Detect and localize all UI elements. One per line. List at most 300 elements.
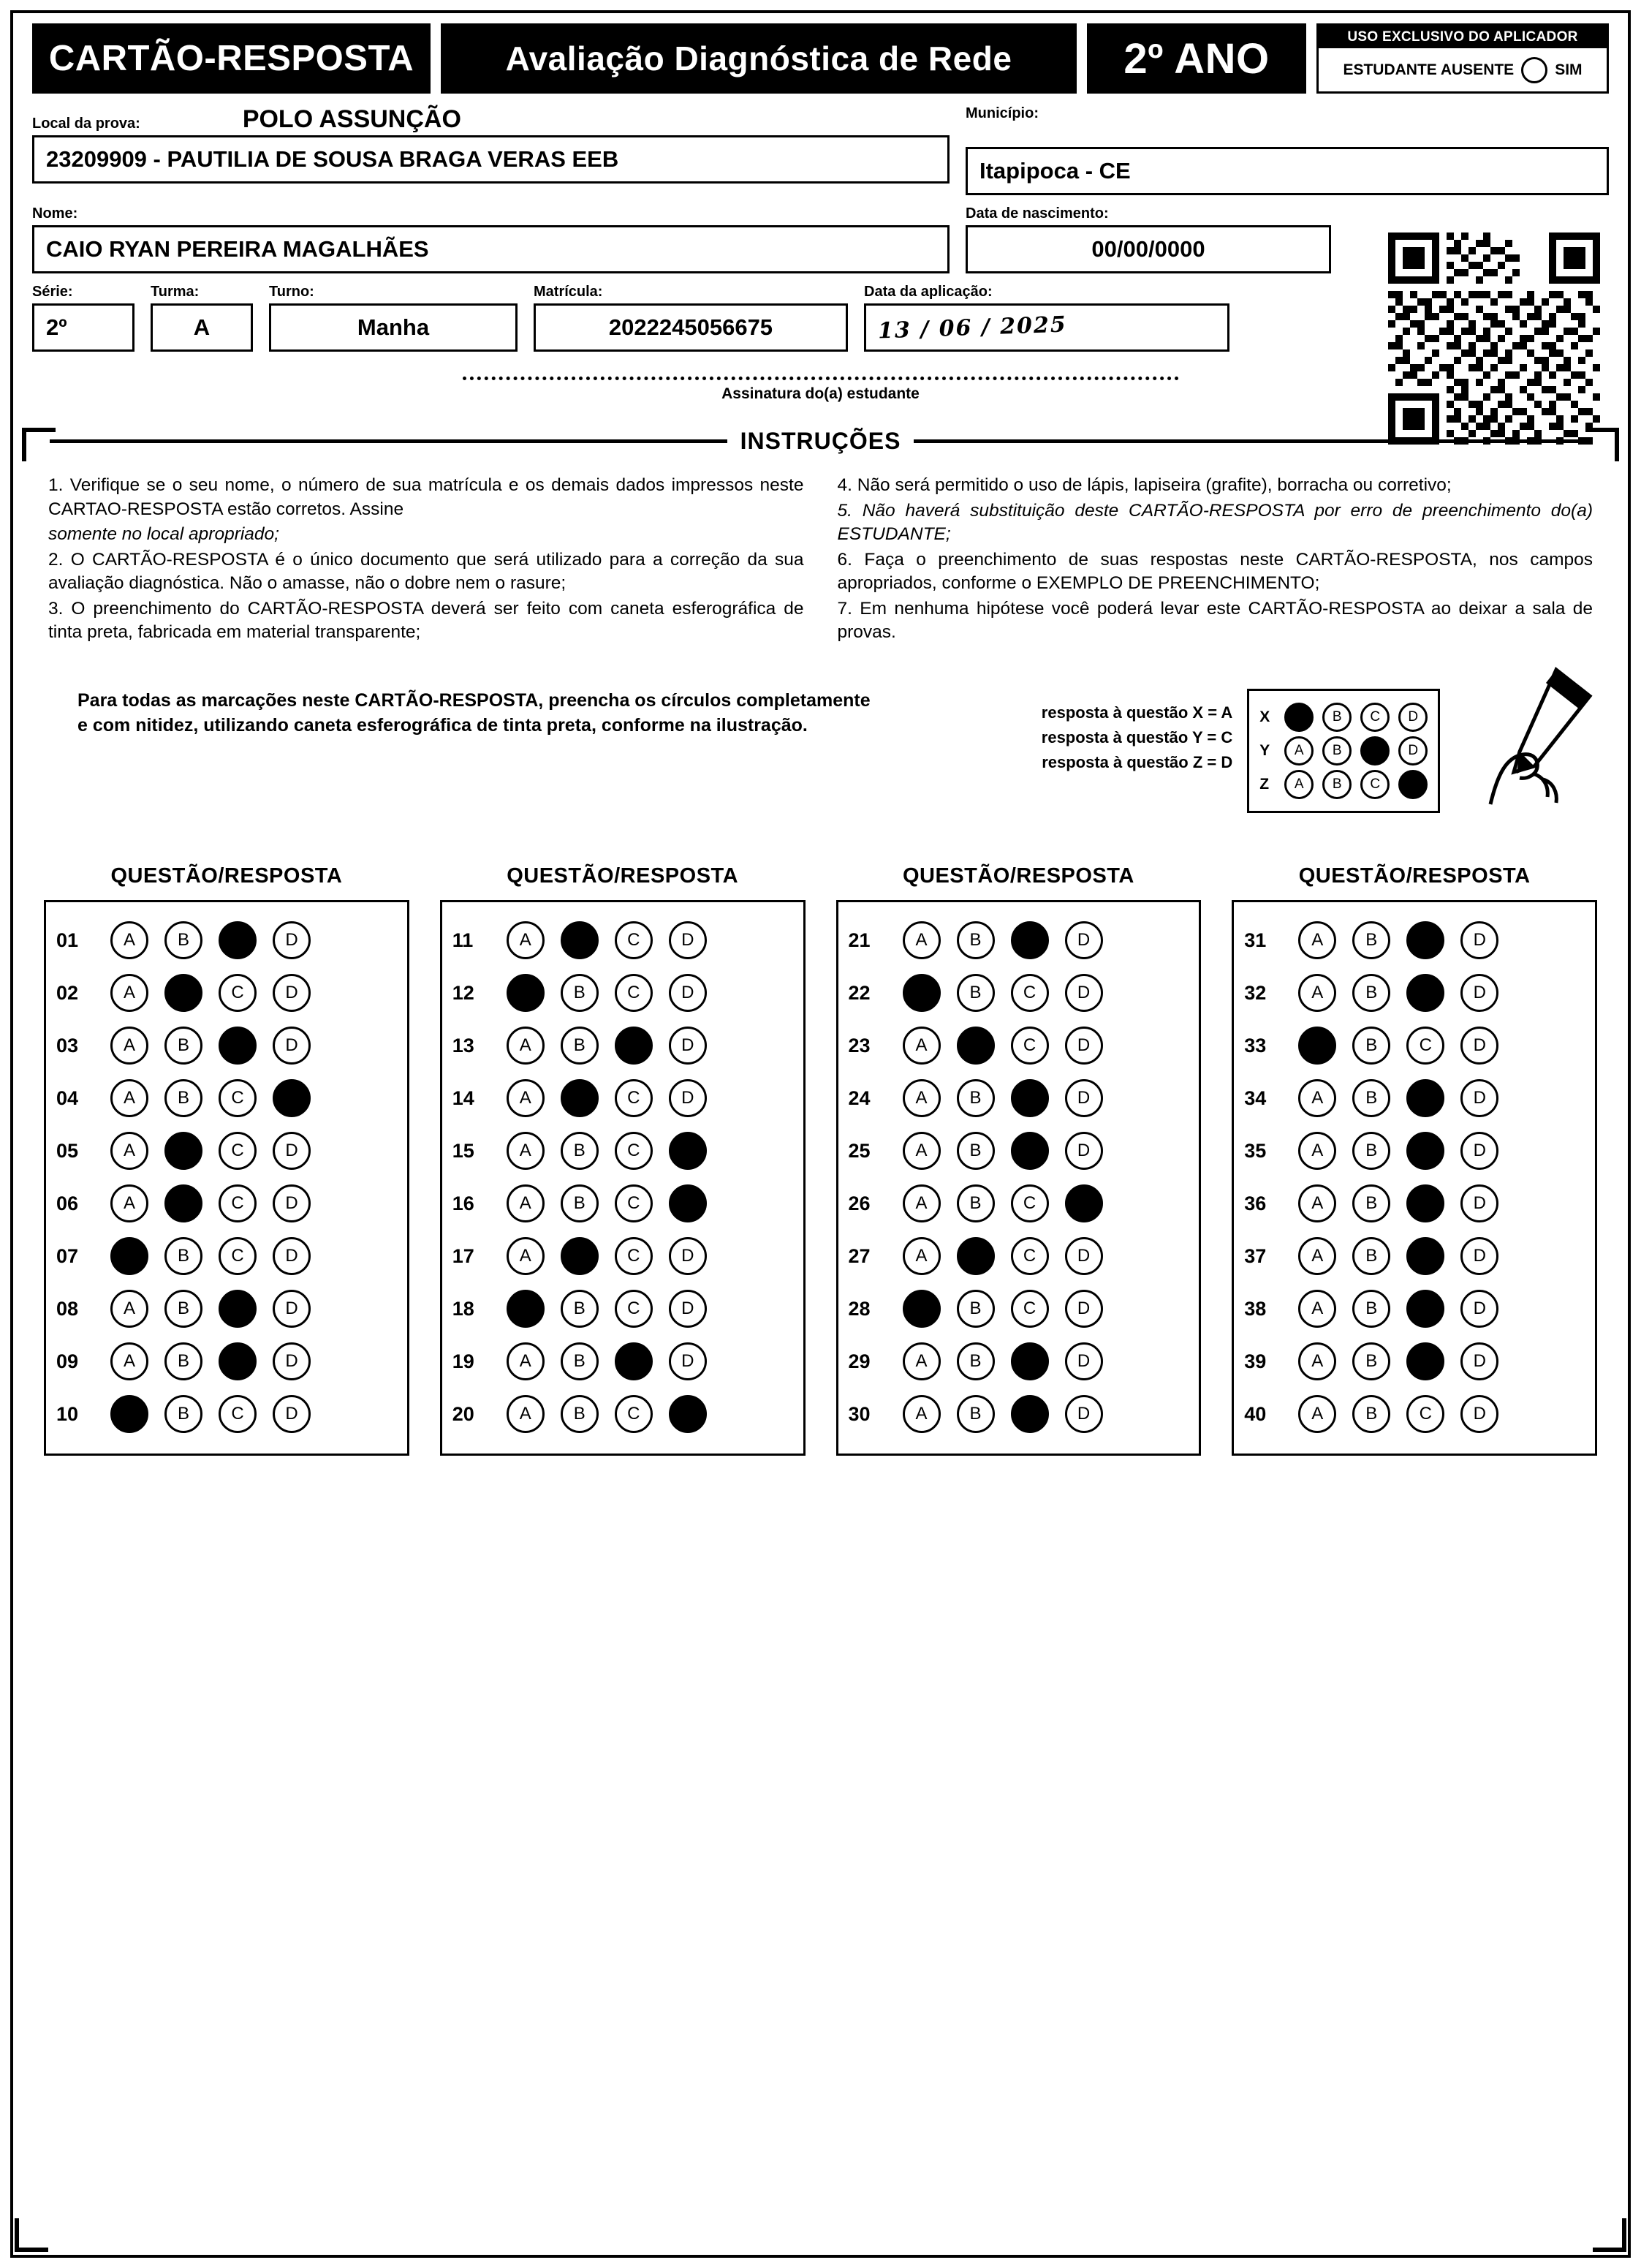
bubble-d[interactable]: D	[1065, 1290, 1103, 1328]
question-number: 06	[56, 1192, 79, 1214]
rule-right	[914, 439, 1591, 443]
example-row-label: Y	[1259, 742, 1270, 760]
bubble-b[interactable]: B	[1352, 974, 1390, 1012]
answer-row	[56, 1282, 397, 1335]
bubble-a[interactable]: A	[110, 1342, 148, 1380]
bubble-d[interactable]: D	[1460, 974, 1498, 1012]
bubble-b[interactable]: B	[164, 1132, 202, 1170]
nascimento-label: Data de nascimento:	[966, 205, 1109, 222]
bubble-b[interactable]: B	[1352, 1342, 1390, 1380]
bubble-b[interactable]: B	[164, 1342, 202, 1380]
identification-section	[32, 105, 1609, 352]
answer-column-2	[440, 864, 806, 1456]
bubble-d[interactable]: D	[273, 1027, 311, 1065]
bubble-c[interactable]: C	[1011, 1237, 1049, 1275]
bubble-a[interactable]: A	[903, 1027, 941, 1065]
bubble-b[interactable]: B	[164, 921, 202, 959]
bubble-c[interactable]: C	[615, 1027, 653, 1065]
instruction-item-5: 5. Não haverá substituição deste CARTÃO-RESPOSTA por erro de preenchimento do(a) ESTUDANTE;	[837, 500, 1593, 545]
bubble-d[interactable]: D	[273, 1184, 311, 1222]
instructions-section	[32, 428, 1609, 813]
answer-row	[56, 1335, 397, 1388]
example-bubble-c: C	[1360, 703, 1390, 732]
instructions-heading	[50, 428, 1591, 455]
answer-column-3	[836, 864, 1202, 1456]
bubble-b[interactable]: B	[1352, 1079, 1390, 1117]
bubble-a[interactable]: A	[110, 921, 148, 959]
bubble-d[interactable]: D	[1065, 1342, 1103, 1380]
municipio-value: Itapipoca - CE	[966, 147, 1609, 195]
aplicacao-field-group	[864, 284, 1229, 352]
bubble-c[interactable]: C	[1406, 1342, 1444, 1380]
bubble-c[interactable]: C	[1406, 1079, 1444, 1117]
bubble-c[interactable]: C	[1011, 1027, 1049, 1065]
grade-badge: 2º ANO	[1087, 23, 1306, 94]
answer-row	[849, 1388, 1189, 1440]
bubble-c[interactable]: C	[1011, 974, 1049, 1012]
bubble-d[interactable]: D	[1065, 1079, 1103, 1117]
bubble-c[interactable]: C	[615, 1395, 653, 1433]
bubble-a[interactable]: A	[507, 974, 545, 1012]
bubble-b[interactable]: B	[164, 1027, 202, 1065]
instructions-columns	[48, 474, 1593, 646]
example-bubble-b: B	[1322, 770, 1352, 799]
bubble-b[interactable]: B	[957, 1395, 995, 1433]
bubble-b[interactable]: B	[164, 1290, 202, 1328]
instruction-item-1b: somente no local apropriado;	[48, 524, 279, 545]
question-number: 22	[848, 981, 871, 1004]
bubble-d[interactable]: D	[669, 1395, 707, 1433]
bubble-c[interactable]: C	[1011, 1132, 1049, 1170]
bubble-b[interactable]: B	[561, 1342, 599, 1380]
bubble-b[interactable]: B	[1352, 1395, 1390, 1433]
answer-row	[1244, 1230, 1585, 1282]
bubble-c[interactable]: C	[219, 1184, 257, 1222]
bubble-d[interactable]: D	[1460, 1342, 1498, 1380]
bubble-b[interactable]: B	[561, 1027, 599, 1065]
bubble-c[interactable]: C	[219, 974, 257, 1012]
turma-value: A	[151, 303, 253, 352]
bubble-d[interactable]: D	[1065, 1237, 1103, 1275]
absent-field[interactable]	[1319, 48, 1607, 91]
bubble-b[interactable]: B	[957, 921, 995, 959]
answer-row	[56, 1177, 397, 1230]
question-number: 35	[1244, 1139, 1267, 1162]
bubble-a[interactable]: A	[903, 974, 941, 1012]
example-bubble-b: B	[1322, 703, 1352, 732]
matricula-value: 2022245056675	[534, 303, 848, 352]
municipio-field-group	[966, 105, 1609, 195]
bubble-c[interactable]: C	[219, 1290, 257, 1328]
bubble-b[interactable]: B	[561, 974, 599, 1012]
answer-row	[56, 1230, 397, 1282]
example-bubble-d: D	[1398, 770, 1428, 799]
question-number: 19	[452, 1350, 474, 1372]
aplicacao-value	[864, 303, 1229, 352]
bubble-a[interactable]: A	[1298, 1132, 1336, 1170]
bubble-d[interactable]: D	[273, 1342, 311, 1380]
bubble-b[interactable]: B	[164, 974, 202, 1012]
answer-column-box	[44, 900, 409, 1456]
bubble-d[interactable]: D	[669, 921, 707, 959]
serie-value: 2º	[32, 303, 134, 352]
bubble-d[interactable]: D	[1460, 1395, 1498, 1433]
bubble-d[interactable]: D	[1460, 921, 1498, 959]
example-legend	[1042, 689, 1232, 775]
answer-row	[849, 1124, 1189, 1177]
bubble-c[interactable]: C	[615, 1132, 653, 1170]
bubble-a[interactable]: A	[903, 1237, 941, 1275]
applicator-box	[1316, 23, 1609, 94]
bubble-c[interactable]: C	[219, 1079, 257, 1117]
question-number: 01	[56, 929, 79, 951]
bubble-d[interactable]: D	[1065, 974, 1103, 1012]
bubble-d[interactable]: D	[1460, 1027, 1498, 1065]
question-number: 02	[56, 981, 79, 1004]
turno-value: Manha	[269, 303, 518, 352]
bubble-c[interactable]: C	[219, 1132, 257, 1170]
question-number: 13	[452, 1034, 474, 1056]
bubble-d[interactable]: D	[1065, 1395, 1103, 1433]
example-bubble-a: A	[1284, 770, 1314, 799]
bubble-b[interactable]: B	[957, 1079, 995, 1117]
example-row-label: X	[1259, 708, 1270, 726]
signature-label: Assinatura do(a) estudante	[721, 385, 920, 402]
bubble-a[interactable]: A	[1298, 1027, 1336, 1065]
turma-field-group	[151, 284, 253, 352]
question-number: 40	[1244, 1402, 1267, 1425]
bubble-d[interactable]: D	[669, 1342, 707, 1380]
question-number: 37	[1244, 1244, 1267, 1267]
bubble-c[interactable]: C	[1011, 1184, 1049, 1222]
example-bubble-c: C	[1360, 770, 1390, 799]
bubble-d[interactable]: D	[1460, 1184, 1498, 1222]
bubble-c[interactable]: C	[1406, 974, 1444, 1012]
bubble-b[interactable]: B	[1352, 921, 1390, 959]
answer-row	[849, 967, 1189, 1019]
bubble-b[interactable]: B	[1352, 1237, 1390, 1275]
bubble-b[interactable]: B	[561, 921, 599, 959]
bubble-c[interactable]: C	[615, 1290, 653, 1328]
bubble-d[interactable]: D	[669, 1237, 707, 1275]
absent-label: ESTUDANTE AUSENTE	[1343, 61, 1515, 78]
bubble-b[interactable]: B	[957, 974, 995, 1012]
answer-row	[1244, 1124, 1585, 1177]
bubble-c[interactable]: C	[615, 1342, 653, 1380]
question-number: 38	[1244, 1297, 1267, 1320]
question-number: 14	[452, 1086, 474, 1109]
bubble-d[interactable]: D	[273, 1132, 311, 1170]
answer-row	[849, 1072, 1189, 1124]
bubble-d[interactable]: D	[1460, 1132, 1498, 1170]
example-legend-z: resposta à questão Z = D	[1042, 753, 1233, 772]
bubble-c[interactable]: C	[219, 921, 257, 959]
example-legend-y: resposta à questão Y = C	[1041, 728, 1233, 747]
bubble-d[interactable]: D	[273, 1237, 311, 1275]
answer-column-4	[1232, 864, 1597, 1456]
bubble-b[interactable]: B	[957, 1290, 995, 1328]
answer-row	[1244, 967, 1585, 1019]
example-bubble-d: D	[1398, 736, 1428, 766]
answer-row	[452, 1177, 793, 1230]
answer-row	[452, 1230, 793, 1282]
applicator-box-title: USO EXCLUSIVO DO APLICADOR	[1319, 26, 1607, 48]
bubble-a[interactable]: A	[903, 1290, 941, 1328]
example-bubble-grid	[1247, 689, 1440, 813]
bubble-d[interactable]: D	[1065, 921, 1103, 959]
bubble-a[interactable]: A	[903, 1132, 941, 1170]
answer-row	[849, 1019, 1189, 1072]
bubble-a[interactable]: A	[507, 1079, 545, 1117]
question-number: 23	[848, 1034, 871, 1056]
alignment-mark-top-right	[1585, 428, 1619, 461]
nascimento-field-group	[966, 205, 1331, 273]
bubble-c[interactable]: C	[219, 1237, 257, 1275]
answer-row	[56, 1124, 397, 1177]
question-number: 30	[848, 1402, 871, 1425]
answer-row	[452, 1282, 793, 1335]
polo-name: POLO ASSUNÇÃO	[242, 105, 461, 133]
instruction-item-7: 7. Em nenhuma hipótese você poderá levar este CARTÃO-RESPOSTA ao deixar a sala de provas.	[837, 598, 1593, 643]
answer-column-box	[836, 900, 1202, 1456]
bubble-c[interactable]: C	[219, 1395, 257, 1433]
bubble-d[interactable]: D	[273, 1290, 311, 1328]
example-bubble-c: C	[1360, 736, 1390, 766]
bubble-c[interactable]: C	[615, 1237, 653, 1275]
bubble-d[interactable]: D	[273, 1395, 311, 1433]
bubble-b[interactable]: B	[957, 1184, 995, 1222]
question-number: 34	[1244, 1086, 1267, 1109]
nome-value: CAIO RYAN PEREIRA MAGALHÃES	[32, 225, 950, 273]
bubble-a[interactable]: A	[1298, 1184, 1336, 1222]
question-number: 26	[848, 1192, 871, 1214]
answer-row	[452, 967, 793, 1019]
bubble-a[interactable]: A	[507, 921, 545, 959]
bubble-a[interactable]: A	[1298, 974, 1336, 1012]
bubble-a[interactable]: A	[110, 1237, 148, 1275]
bubble-a[interactable]: A	[903, 1184, 941, 1222]
answer-row	[452, 1072, 793, 1124]
answer-row	[849, 914, 1189, 967]
answer-column-header: QUESTÃO/RESPOSTA	[110, 864, 343, 888]
bubble-b[interactable]: B	[164, 1184, 202, 1222]
instruction-item-2: 2. O CARTÃO-RESPOSTA é o único documento que será utilizado para a correção da sua avaliação diagnóstica. Não o amasse, não o dobre nem o rasure;	[48, 549, 804, 594]
answer-row	[452, 1019, 793, 1072]
municipio-label: Município:	[966, 105, 1039, 121]
bubble-c[interactable]: C	[615, 1079, 653, 1117]
qr-code	[1388, 233, 1600, 445]
bubble-d[interactable]: D	[669, 1132, 707, 1170]
example-bubble-a: A	[1284, 736, 1314, 766]
bubble-a[interactable]: A	[507, 1184, 545, 1222]
bubble-a[interactable]: A	[1298, 921, 1336, 959]
bubble-b[interactable]: B	[561, 1079, 599, 1117]
bubble-a[interactable]: A	[1298, 1290, 1336, 1328]
bubble-d[interactable]: D	[669, 1079, 707, 1117]
bubble-b[interactable]: B	[1352, 1132, 1390, 1170]
question-number: 15	[452, 1139, 474, 1162]
bubble-a[interactable]: A	[110, 1079, 148, 1117]
bubble-d[interactable]: D	[1460, 1079, 1498, 1117]
question-number: 05	[56, 1139, 79, 1162]
local-field-group	[32, 105, 950, 195]
instruction-item-6: 6. Faça o preenchimento de suas respostas neste CARTÃO-RESPOSTA, nos campos apropriados, conforme o EXEMPLO DE PREENCHIMENTO;	[837, 549, 1593, 594]
bubble-b[interactable]: B	[561, 1395, 599, 1433]
fill-example-section	[48, 689, 1593, 813]
bubble-a[interactable]: A	[1298, 1395, 1336, 1433]
question-number: 36	[1244, 1192, 1267, 1214]
bubble-d[interactable]: D	[273, 974, 311, 1012]
bubble-a[interactable]: A	[110, 1132, 148, 1170]
answer-row	[452, 1388, 793, 1440]
bubble-c[interactable]: C	[219, 1027, 257, 1065]
bubble-d[interactable]: D	[1065, 1184, 1103, 1222]
aplicacao-label: Data da aplicação:	[864, 284, 993, 300]
absent-bubble[interactable]	[1521, 57, 1547, 83]
bubble-b[interactable]: B	[957, 1342, 995, 1380]
bubble-c[interactable]: C	[615, 921, 653, 959]
answer-row	[56, 1072, 397, 1124]
bubble-b[interactable]: B	[561, 1184, 599, 1222]
answer-row	[1244, 1072, 1585, 1124]
answer-column-box	[1232, 900, 1597, 1456]
nascimento-value: 00/00/0000	[966, 225, 1331, 273]
bubble-c[interactable]: C	[1011, 1079, 1049, 1117]
answer-column-box	[440, 900, 806, 1456]
bubble-c[interactable]: C	[615, 1184, 653, 1222]
example-bubble-d: D	[1398, 703, 1428, 732]
example-bubble-a: A	[1284, 703, 1314, 732]
bubble-d[interactable]: D	[669, 1184, 707, 1222]
answer-row	[1244, 1177, 1585, 1230]
bubble-d[interactable]: D	[1460, 1237, 1498, 1275]
fill-note-text: Para todas as marcações neste CARTÃO-RESPOSTA, preencha os círculos completamente e com nitidez, utilizando caneta esferográfica de tinta preta, conforme na ilustração.	[77, 690, 871, 736]
bubble-d[interactable]: D	[1065, 1027, 1103, 1065]
bubble-a[interactable]: A	[110, 1395, 148, 1433]
bubble-c[interactable]: C	[1406, 1290, 1444, 1328]
bubble-b[interactable]: B	[1352, 1290, 1390, 1328]
question-number: 09	[56, 1350, 79, 1372]
bubble-a[interactable]: A	[507, 1395, 545, 1433]
bubble-d[interactable]: D	[1460, 1290, 1498, 1328]
answer-sheet	[44, 864, 1597, 1456]
school-value: 23209909 - PAUTILIA DE SOUSA BRAGA VERAS EEB	[32, 135, 950, 184]
nome-field-group	[32, 205, 950, 273]
bubble-b[interactable]: B	[164, 1237, 202, 1275]
bubble-c[interactable]: C	[1011, 1342, 1049, 1380]
instruction-item-4: 4. Não será permitido o uso de lápis, lapiseira (grafite), borracha ou corretivo;	[837, 475, 1452, 495]
serie-label: Série:	[32, 284, 73, 300]
bubble-d[interactable]: D	[669, 974, 707, 1012]
example-row-z	[1259, 770, 1428, 799]
bubble-b[interactable]: B	[957, 1132, 995, 1170]
question-number: 12	[452, 981, 474, 1004]
bubble-c[interactable]: C	[1406, 1184, 1444, 1222]
bubble-b[interactable]: B	[957, 1027, 995, 1065]
alignment-mark-bottom-right	[1593, 2218, 1626, 2252]
bubble-a[interactable]: A	[507, 1342, 545, 1380]
question-number: 17	[452, 1244, 474, 1267]
bubble-c[interactable]: C	[615, 974, 653, 1012]
instruction-item-3: 3. O preenchimento do CARTÃO-RESPOSTA deverá ser feito com caneta esferográfica de tinta preta, fabricada em material transparente;	[48, 598, 804, 643]
bubble-b[interactable]: B	[164, 1079, 202, 1117]
bubble-a[interactable]: A	[1298, 1342, 1336, 1380]
qr-code-image	[1388, 233, 1600, 445]
turma-label: Turma:	[151, 284, 200, 300]
question-number: 21	[848, 929, 871, 951]
bubble-d[interactable]: D	[273, 921, 311, 959]
bubble-b[interactable]: B	[561, 1132, 599, 1170]
bubble-c[interactable]: C	[1011, 1395, 1049, 1433]
example-bubble-b: B	[1322, 736, 1352, 766]
bubble-b[interactable]: B	[1352, 1184, 1390, 1222]
bubble-a[interactable]: A	[110, 974, 148, 1012]
answer-row	[56, 1019, 397, 1072]
answer-column-header: QUESTÃO/RESPOSTA	[902, 864, 1134, 888]
bubble-a[interactable]: A	[1298, 1237, 1336, 1275]
absent-yes-label: SIM	[1555, 61, 1583, 78]
answer-row	[1244, 1282, 1585, 1335]
bubble-c[interactable]: C	[1011, 921, 1049, 959]
bubble-d[interactable]: D	[273, 1079, 311, 1117]
bubble-a[interactable]: A	[507, 1027, 545, 1065]
bubble-c[interactable]: C	[1406, 1027, 1444, 1065]
example-row-label: Z	[1259, 776, 1270, 793]
bubble-c[interactable]: C	[219, 1342, 257, 1380]
card-title: CARTÃO-RESPOSTA	[32, 23, 431, 94]
bubble-b[interactable]: B	[561, 1237, 599, 1275]
bubble-c[interactable]: C	[1406, 1132, 1444, 1170]
bubble-d[interactable]: D	[669, 1027, 707, 1065]
aplicacao-handwriting: 13 / 06 / 2025	[877, 311, 1068, 344]
question-number: 18	[452, 1297, 474, 1320]
bubble-a[interactable]: A	[110, 1184, 148, 1222]
signature-line[interactable]	[463, 377, 1179, 380]
bubble-a[interactable]: A	[903, 1395, 941, 1433]
answer-row	[849, 1282, 1189, 1335]
example-legend-x: resposta à questão X = A	[1041, 703, 1233, 722]
bubble-a[interactable]: A	[1298, 1079, 1336, 1117]
bubble-a[interactable]: A	[903, 1079, 941, 1117]
question-number: 31	[1244, 929, 1267, 951]
bubble-a[interactable]: A	[110, 1290, 148, 1328]
alignment-mark-top-left	[22, 428, 56, 461]
bubble-c[interactable]: C	[1406, 1395, 1444, 1433]
bubble-a[interactable]: A	[903, 921, 941, 959]
bubble-b[interactable]: B	[561, 1290, 599, 1328]
bubble-b[interactable]: B	[957, 1237, 995, 1275]
answer-row	[1244, 914, 1585, 967]
answer-row	[849, 1177, 1189, 1230]
bubble-a[interactable]: A	[110, 1027, 148, 1065]
bubble-d[interactable]: D	[669, 1290, 707, 1328]
bubble-b[interactable]: B	[164, 1395, 202, 1433]
bubble-a[interactable]: A	[507, 1237, 545, 1275]
bubble-c[interactable]: C	[1011, 1290, 1049, 1328]
answer-column-header: QUESTÃO/RESPOSTA	[507, 864, 739, 888]
instruction-item-1: 1. Verifique se o seu nome, o número de sua matrícula e os demais dados impressos neste CARTAO-RESPOSTA estão corretos. Assine	[48, 475, 804, 519]
bubble-d[interactable]: D	[1065, 1132, 1103, 1170]
bubble-c[interactable]: C	[1406, 921, 1444, 959]
bubble-c[interactable]: C	[1406, 1237, 1444, 1275]
bubble-b[interactable]: B	[1352, 1027, 1390, 1065]
page-header	[32, 23, 1609, 94]
fill-example-illustration	[889, 689, 1593, 813]
bubble-a[interactable]: A	[507, 1290, 545, 1328]
bubble-a[interactable]: A	[903, 1342, 941, 1380]
question-number: 32	[1244, 981, 1267, 1004]
bubble-a[interactable]: A	[507, 1132, 545, 1170]
